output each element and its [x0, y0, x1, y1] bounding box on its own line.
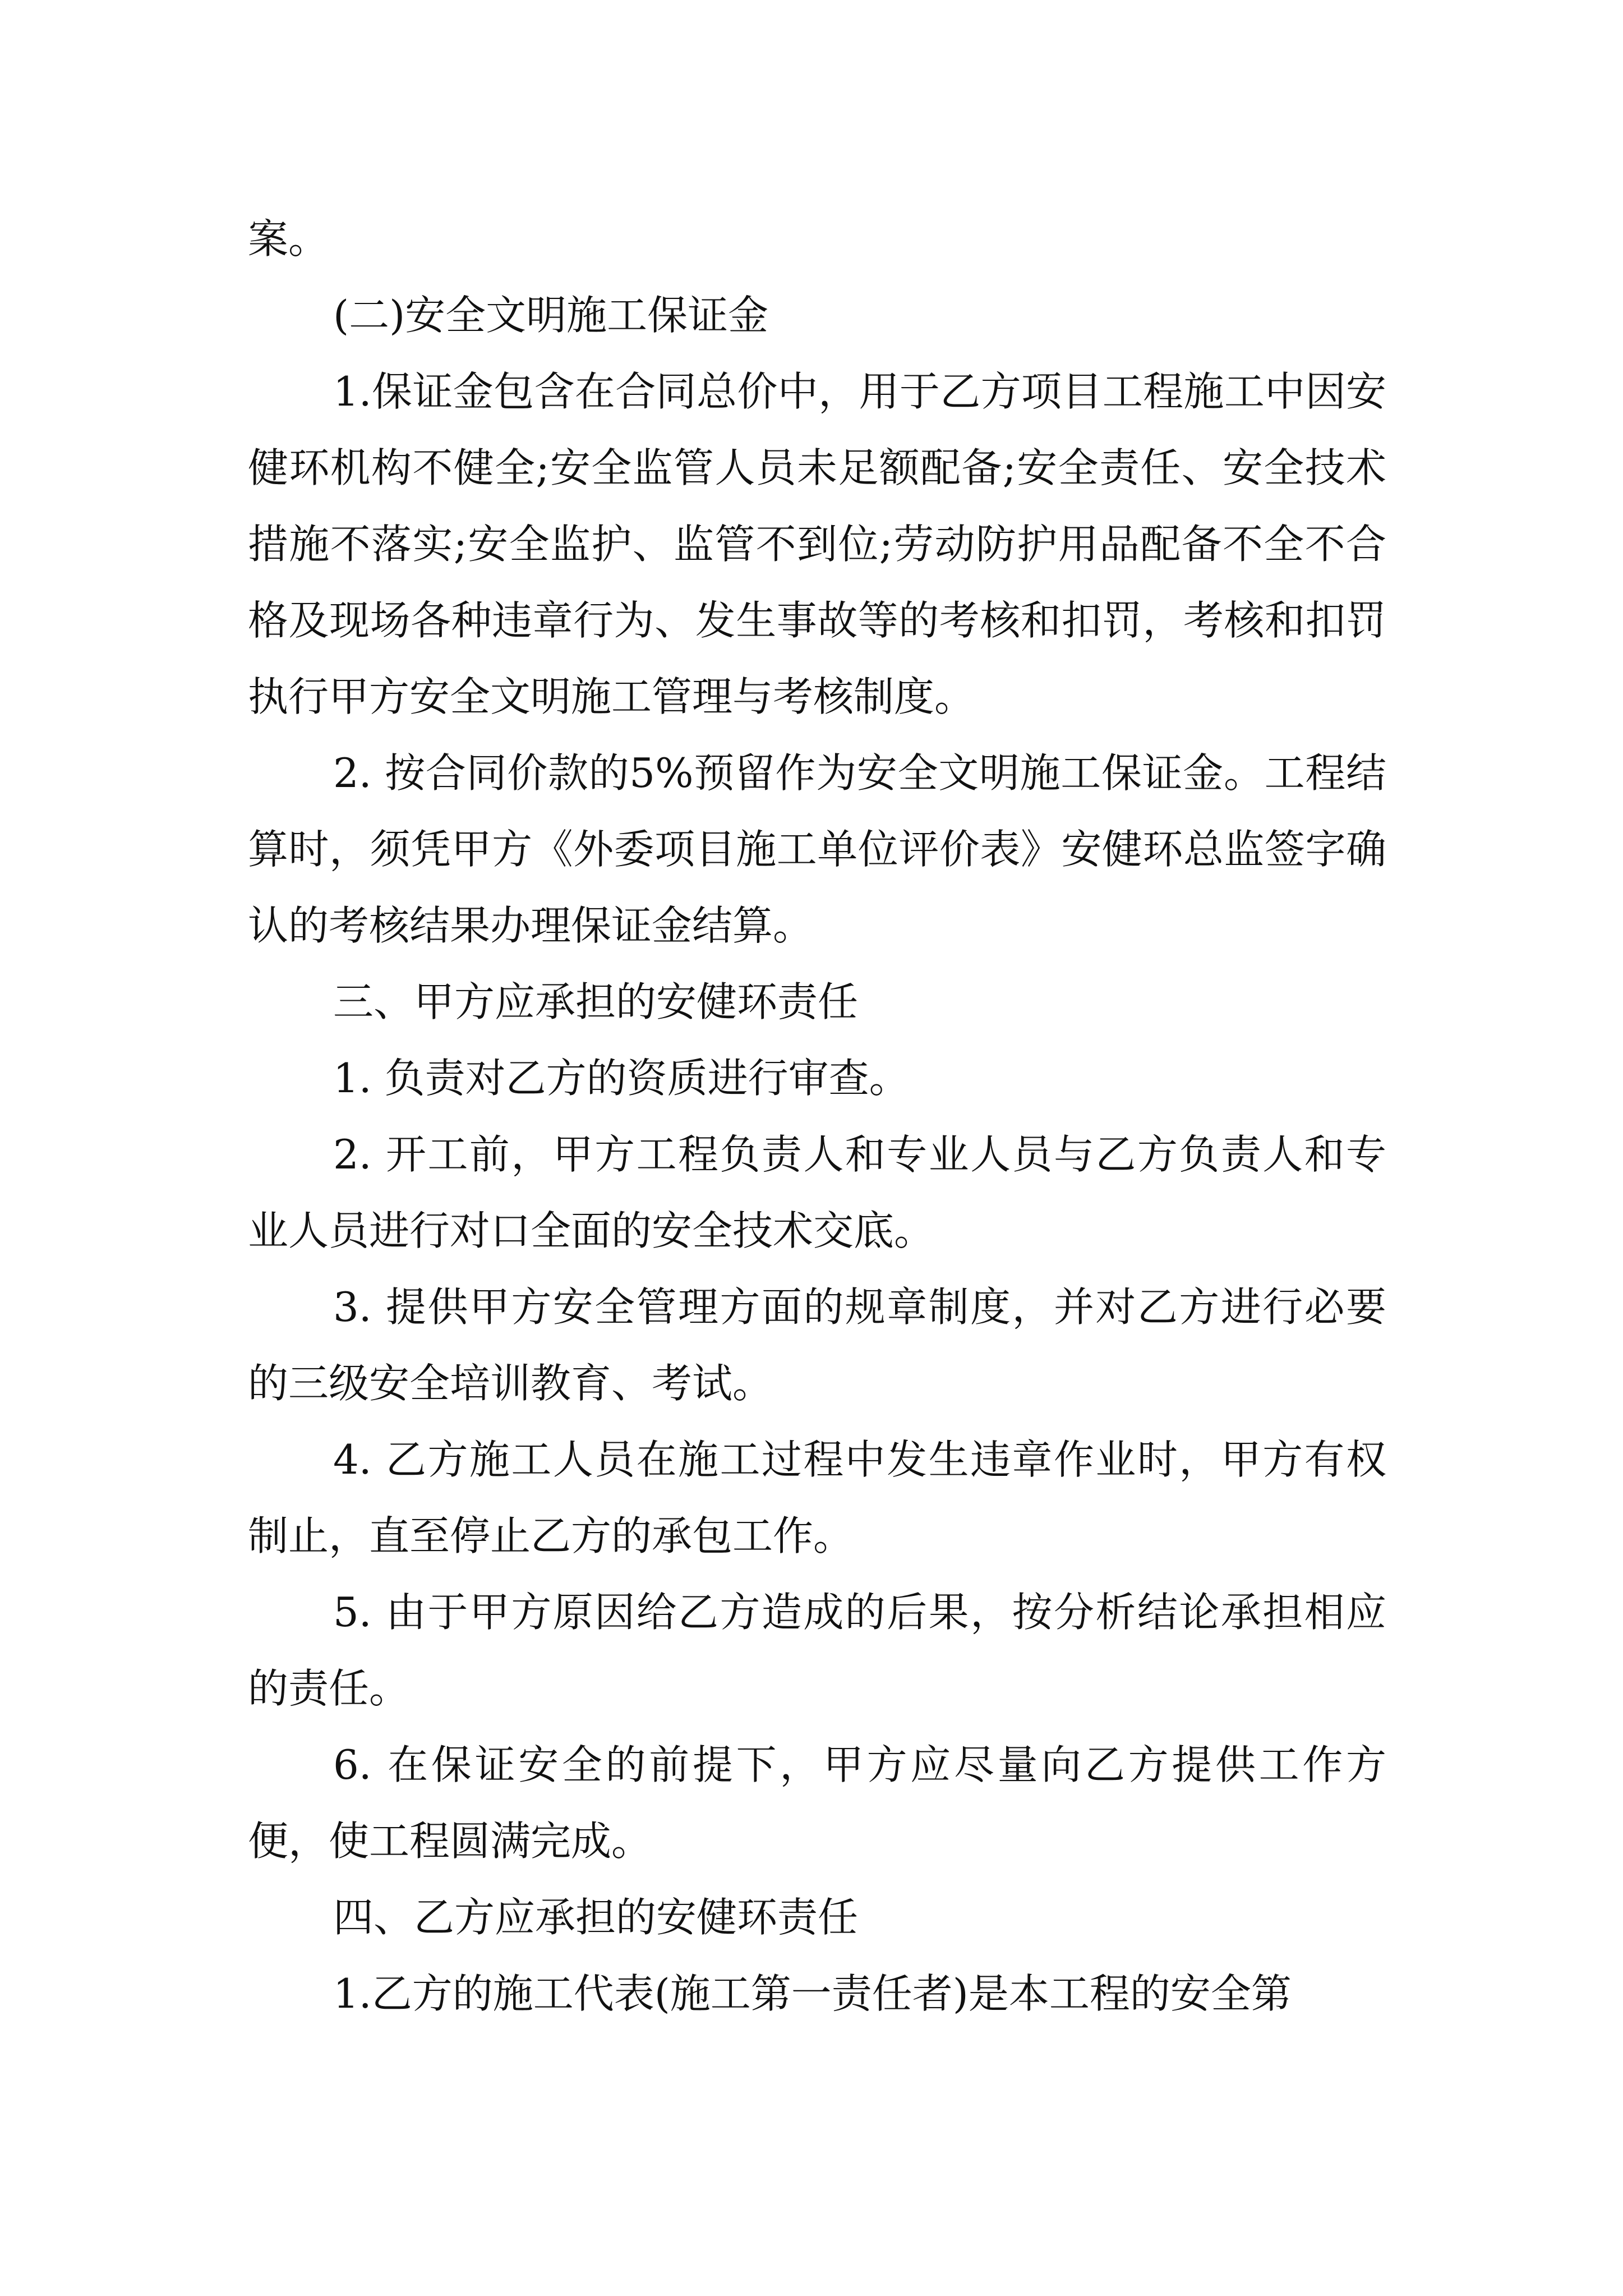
paragraph-continuation: 案。 — [248, 215, 329, 263]
section-heading-safety-deposit: (二)安全文明施工保证金 — [333, 292, 769, 339]
paragraph-party-a-item-4: 4. 乙方施工人员在施工过程中发生违章作业时，甲方有权制止，直至停止乙方的承包工作。 — [248, 1436, 1386, 1559]
paragraph-party-a-item-3: 3. 提供甲方安全管理方面的规章制度，并对乙方进行必要的三级安全培训教育、考试。 — [248, 1283, 1386, 1407]
section-heading-party-a: 三、甲方应承担的安健环责任 — [333, 978, 859, 1025]
paragraph-party-b-item-1: 1.乙方的施工代表(施工第一责任者)是本工程的安全第 — [333, 1970, 1292, 2017]
section-heading-party-b: 四、乙方应承担的安健环责任 — [333, 1894, 859, 1941]
paragraph-deposit-item-2: 2. 按合同价款的5%预留作为安全文明施工保证金。工程结算时，须凭甲方《外委项目施工单位评价表》安健环总监签字确认的考核结果办理保证金结算。 — [248, 749, 1386, 949]
paragraph-party-a-item-5: 5. 由于甲方原因给乙方造成的后果，按分析结论承担相应的责任。 — [248, 1589, 1386, 1712]
paragraph-party-a-item-6: 6. 在保证安全的前提下，甲方应尽量向乙方提供工作方便，使工程圆满完成。 — [248, 1741, 1386, 1865]
paragraph-party-a-item-1: 1. 负责对乙方的资质进行审查。 — [333, 1055, 910, 1102]
document-body — [248, 201, 1386, 2032]
paragraph-party-a-item-2: 2. 开工前，甲方工程负责人和专业人员与乙方负责人和专业人员进行对口全面的安全技术交底。 — [248, 1131, 1386, 1254]
paragraph-deposit-item-1: 1.保证金包含在合同总价中，用于乙方项目工程施工中因安健环机构不健全;安全监管人员未足额配备;安全责任、安全技术措施不落实;安全监护、监管不到位;劳动防护用品配备不全不合格及现场各种违章行为、发生事故等的考核和扣罚，考核和扣罚执行甲方安全文明施工管理与考核制度。 — [248, 368, 1386, 720]
